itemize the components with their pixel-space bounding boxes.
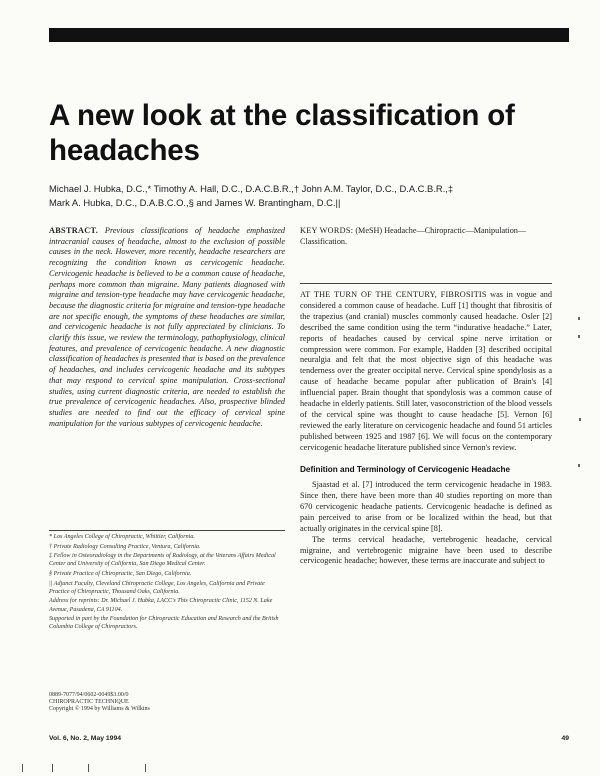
keywords (300, 226, 552, 248)
issn: 0889-7077/94/0602-0049$3.00/0 (49, 692, 129, 698)
author-list (49, 182, 559, 210)
footnote: * Los Angeles College of Chiropractic, Whittier, California. (49, 534, 195, 540)
keywords-divider (300, 283, 552, 284)
keywords-label: KEY WORDS: (300, 226, 354, 235)
footnote: || Adjunct Faculty, Cleveland Chiropractic College, Los Angeles, California and Private Practice of Chiropractic, Thousand Oaks, California. (49, 580, 265, 595)
article-title: A new look at the classification of headaches (49, 99, 515, 167)
scan-mark (145, 764, 146, 772)
intro-lead: AT THE TURN OF THE CENTURY, FIBROSITIS (300, 290, 487, 299)
footnote: Address for reprints: Dr. Michael J. Hubka, LACC's This Chiropractic Clinic, 1152 N. Lake Avenue, Pasadena, CA 91104. (49, 598, 273, 613)
scan-speck (579, 418, 581, 421)
page-number: 49 (561, 735, 569, 742)
footnote: † Private Radiology Consulting Practice, Ventura, California. (49, 543, 201, 550)
scan-mark (22, 764, 23, 772)
keywords-text: (MeSH) Headache—Chiropractic—Manipulation—Classification. (300, 226, 527, 246)
footnote-divider (49, 530, 285, 531)
footnote: ‡ Fellow in Osteoradiology in the Departments of Radiology, at the Veterans Affairs Medical Center and University of California, San Diego Medical Center. (49, 553, 276, 568)
intro-text: was in vogue and considered a common cause of headache. Luff [1] thought that fibrositis of the trapezius (and cranial) muscles commonly caused headache. Osler [2] described the same condition using the term “indurative headache.” Later, reports of headaches caused by cervical spine nerve irritation or compression were common. For example, Hadden [3] described occipital neuralgia and felt that the most objective sign of this headache was tenderness over the greater occipital nerve. Cervical spine spondylosis as a cause of headache became popular after publication of Brain's [4] influencial paper. Brain thought that spondylosis was a common cause of headache in elderly patients. Still later, vasoconstriction of the blood vessels of the cervical spine was thought to cause headache [5]. Vernon [6] reviewed the early literature on cervicogenic headache and found 51 articles published between 1925 and 1987 [6]. We will focus on the contemporary cervicogenic headache literature published since Vernon's review. (300, 290, 552, 452)
abstract (49, 226, 285, 429)
body-paragraph: Sjaastad et al. [7] introduced the term cervicogenic headache in 1983. Since then, there have been more than 40 studies reporting on more than 670 cervicogenic headache patients. Cervicogenic headache is defined as pain perceived to arise from or be localized within the head, but that actually originates in the cervical spine [8]. (300, 480, 552, 533)
footnotes (49, 533, 285, 633)
author-line: Mark A. Hubka, D.C., D.A.B.C.O.,§ and James W. Brantingham, D.C.|| (49, 197, 341, 208)
abstract-text: Previous classifications of headache emphasized intracranial causes of headache, almost to the exclusion of possible causes in the neck. However, more recently, headache researchers are recognizing the condition known as cervicogenic headache. Cervicogenic headache is believed to be a common cause of headache, perhaps more common than migraine. Many patients diagnosed with migraine and tension-type headache may have cervicogenic headache, because the diagnostic criteria for migraine and tension-type headache are not specific enough, the symptoms of these headaches are similar, and cervicogenic headache is not fully appreciated by clinicians. To clarify this issue, we review the terminology, pathophysiology, clinical features, and prevalence of cervicogenic headache. A new diagnostic classification of headaches is presented that is based on the prevalence of headaches, and includes cervicogenic headache and its subtypes that may respond to cervical spine manipulation. Cross-sectional studies, using current diagnostic criteria, are needed to establish the true prevalence of cervicogenic headaches. Also, prospective blinded studies are needed to find out the efficacy of cervical spine manipulation for the various subtypes of cervicogenic headache. (49, 226, 286, 428)
journal-name: CHIROPRACTIC TECHNIQUE (49, 699, 129, 706)
page-footer (49, 735, 569, 747)
copyright: Copyright © 1994 by Williams & Wilkins (49, 706, 150, 713)
scan-edge (0, 758, 600, 776)
footnote: Supported in part by the Foundation for Chiropractic Education and Research and the British Columbia College of Chiropractors. (49, 616, 279, 631)
scan-mark (52, 764, 53, 772)
footnote: § Private Practice of Chiropractic, San Diego, California. (49, 570, 192, 577)
intro-paragraph (300, 290, 552, 454)
abstract-label: ABSTRACT. (49, 226, 99, 235)
body-text (300, 290, 552, 567)
scan-speck (578, 317, 580, 320)
right-column (300, 226, 552, 248)
scan-speck (578, 335, 580, 338)
issue-info: Vol. 6, No. 2, May 1994 (49, 735, 122, 742)
publication-info (49, 692, 285, 714)
author-line: Michael J. Hubka, D.C.,* Timothy A. Hall, D.C., D.A.C.B.R.,† John A.M. Taylor, D.C., D.A.C.B.R.,‡ (49, 183, 454, 194)
scan-mark (88, 764, 89, 772)
scan-speck (578, 464, 580, 467)
header-bar (49, 28, 569, 42)
section-heading: Definition and Terminology of Cervicogenic Headache (300, 464, 511, 474)
left-column (49, 226, 285, 429)
body-paragraph: The terms cervical headache, vertebrogenic headache, cervical migraine, and vertebrogenic migraine have been used to describe cervicogenic headache; however, these terms are inaccurate and subject to (300, 534, 552, 566)
